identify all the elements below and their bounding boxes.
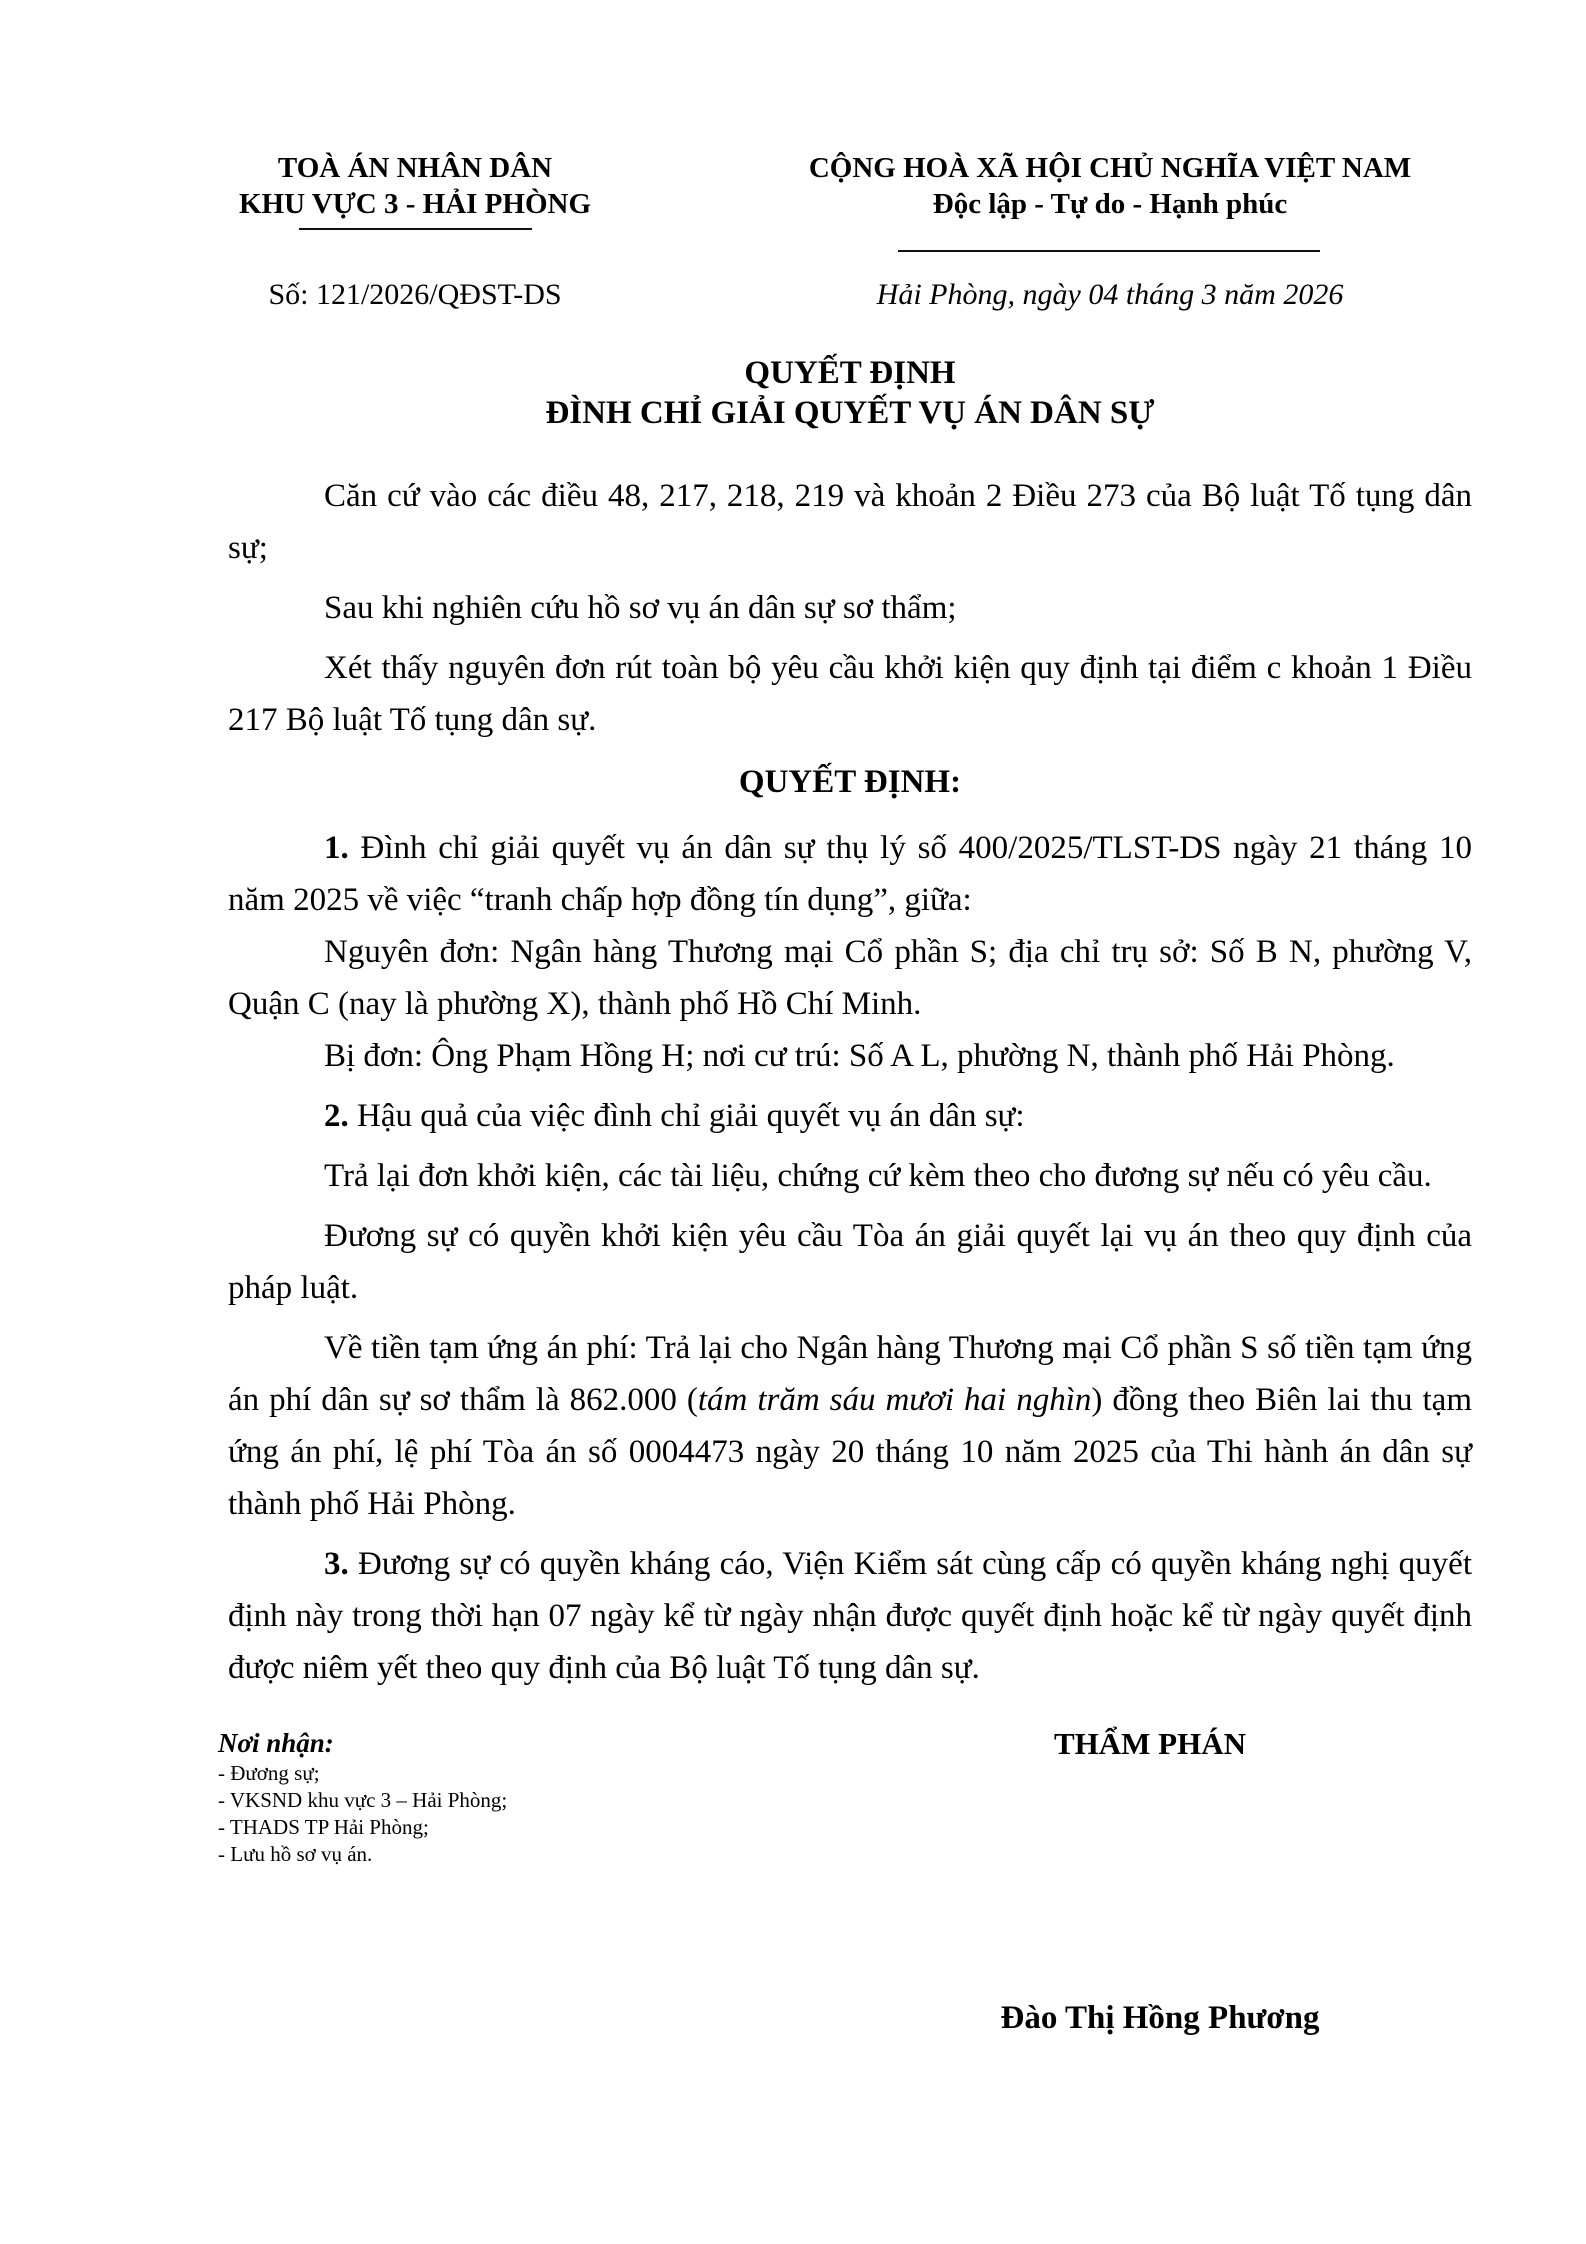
country-name: CỘNG HOÀ XÃ HỘI CHỦ NGHĨA VIỆT NAM [808, 152, 1412, 184]
motto-underline [898, 250, 1320, 252]
document-body [228, 470, 1472, 1694]
recipient-item: - THADS TP Hải Phòng; [218, 1815, 429, 1839]
section-2 [228, 1090, 1472, 1142]
recipient-item: - VKSND khu vực 3 – Hải Phòng; [218, 1788, 508, 1812]
section-3-number: 3. [324, 1546, 349, 1582]
court-fee-text-cont: ) đồng theo Biên lai thu tạm ứng án phí, lệ phí Tòa án số 0004473 ngày 20 tháng 10 năm 2025 của Thi hành án dân sự thành phố Hải Phòng. [228, 1382, 1472, 1522]
section-1 [228, 822, 1472, 926]
section-2-text: Hậu quả của việc đình chỉ giải quyết vụ án dân sự: [348, 1098, 1025, 1134]
preamble-paragraph: Xét thấy nguyên đơn rút toàn bộ yêu cầu khởi kiện quy định tại điểm c khoản 1 Điều 217 Bộ luật Tố tụng dân sự. [228, 650, 1472, 738]
document-subtitle: ĐÌNH CHỈ GIẢI QUYẾT VỤ ÁN DÂN SỰ [545, 395, 1155, 431]
defendant-paragraph: Bị đơn: Ông Phạm Hồng H; nơi cư trú: Số A L, phường N, thành phố Hải Phòng. [324, 1038, 1395, 1074]
recipients-label-colon: : [324, 1728, 334, 1758]
signer-name: Đào Thị Hồng Phương [1000, 2000, 1320, 2036]
national-motto: Độc lập - Tự do - Hạnh phúc [932, 188, 1288, 220]
recipients-label-text: Nơi nhận [218, 1728, 325, 1758]
document-number: Số: 121/2026/QĐST-DS [268, 278, 562, 311]
place-date: Hải Phòng, ngày 04 tháng 3 năm 2026 [876, 278, 1344, 311]
section-2-paragraph: Trả lại đơn khởi kiện, các tài liệu, chứng cứ kèm theo cho đương sự nếu có yêu cầu. [324, 1158, 1432, 1194]
court-name-line2: KHU VỰC 3 - HẢI PHÒNG [238, 188, 592, 220]
court-fee-paragraph [228, 1322, 1472, 1530]
amount-in-words: tám trăm sáu mươi hai nghìn [697, 1382, 1092, 1418]
preamble-paragraph: Căn cứ vào các điều 48, 217, 218, 219 và khoản 2 Điều 273 của Bộ luật Tố tụng dân sự; [228, 478, 1472, 566]
decision-heading: QUYẾT ĐỊNH: [738, 764, 962, 800]
court-fee-text: Về tiền tạm ứng án phí: Trả lại cho Ngân hàng Thương mại Cổ phần S số tiền tạm ứng án phí dân sự sơ thẩm là 862.000 ( [228, 1330, 1472, 1418]
signature-title: THẨM PHÁN [1053, 1726, 1246, 1761]
section-1-text: Đình chỉ giải quyết vụ án dân sự thụ lý số 400/2025/TLST-DS ngày 21 tháng 10 năm 2025 về việc “tranh chấp hợp đồng tín dụng”, giữa: [228, 830, 1472, 918]
recipients-label [218, 1726, 507, 1760]
preamble-paragraph: Sau khi nghiên cứu hồ sơ vụ án dân sự sơ thẩm; [324, 590, 957, 626]
section-3 [228, 1538, 1472, 1694]
court-name-line1: TOÀ ÁN NHÂN DÂN [277, 152, 553, 184]
court-underline [299, 228, 532, 230]
document-title: QUYẾT ĐỊNH [744, 355, 956, 391]
recipient-item: - Lưu hồ sơ vụ án. [218, 1842, 373, 1866]
section-3-text: Đương sự có quyền kháng cáo, Viện Kiểm sát cùng cấp có quyền kháng nghị quyết định này trong thời hạn 07 ngày kể từ ngày nhận được quyết định hoặc kể từ ngày quyết định được niêm yết theo quy định của Bộ luật Tố tụng dân sự. [228, 1546, 1472, 1686]
section-1-number: 1. [324, 830, 349, 866]
recipient-item: - Đương sự; [218, 1761, 320, 1785]
recipients-block [218, 1726, 507, 1868]
section-2-paragraph: Đương sự có quyền khởi kiện yêu cầu Tòa án giải quyết lại vụ án theo quy định của pháp luật. [228, 1218, 1472, 1306]
plaintiff-paragraph: Nguyên đơn: Ngân hàng Thương mại Cổ phần S; địa chỉ trụ sở: Số B N, phường V, Quận C (nay là phường X), thành phố Hồ Chí Minh. [228, 934, 1472, 1022]
section-2-number: 2. [324, 1098, 349, 1134]
